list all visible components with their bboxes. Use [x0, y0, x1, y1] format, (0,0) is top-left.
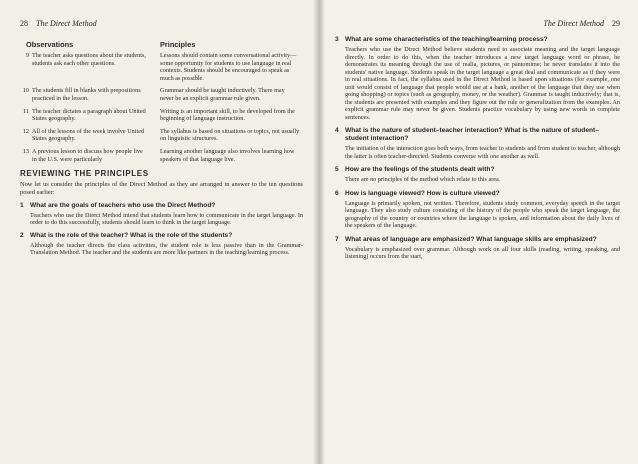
question-item — [335, 166, 620, 184]
answer-text: Vocabulary is emphasized over grammar. Although work on all four skills (reading, writing, speaking, and listening) occurs from the start, — [345, 245, 620, 260]
observation-text: The teacher asks questions about the students, students ask each other questions. — [32, 52, 146, 67]
question-heading — [335, 36, 620, 44]
answer-text: There are no principles of the method which relate to this area. — [345, 176, 501, 183]
table-row — [20, 108, 303, 123]
observation-cell — [20, 128, 154, 143]
question-heading — [335, 127, 620, 143]
principle-cell: Learning another language also involves learning how speakers of that language live. — [160, 147, 295, 163]
right-running-head — [335, 18, 620, 30]
question-number: 7 — [335, 235, 339, 243]
row-number: 9 — [25, 52, 29, 59]
table-row — [20, 52, 303, 82]
principle-cell: The syllabus is based on situations or topics, not usually on linguistic structures. — [160, 127, 300, 143]
question-text: What are some characteristics of the teaching/learning process? — [345, 36, 548, 43]
observation-text: The students fill in blanks with prepositions practiced in the lesson. — [32, 87, 141, 102]
running-title: The Direct Method — [543, 19, 604, 28]
question-number: 6 — [335, 189, 339, 197]
observation-text: The teacher dictates a paragraph about United States geography. — [32, 107, 146, 123]
principle-cell: Grammar should be taught inductively. There may never be an explicit grammar rule given. — [160, 87, 285, 102]
question-text: What areas of language are emphasized? What language skills are emphasized? — [345, 235, 597, 243]
question-item — [20, 202, 303, 227]
principles-table — [20, 52, 303, 163]
question-number: 4 — [335, 127, 339, 134]
observation-text: All of the lessons of the week involve United States geography. — [32, 127, 145, 143]
question-item — [335, 36, 620, 121]
question-number: 5 — [335, 166, 339, 173]
question-item — [20, 232, 303, 257]
question-heading — [20, 202, 303, 210]
question-list — [20, 202, 303, 257]
observation-text: A previous lesson to discuss how people live in the U.S. were particularly — [32, 147, 143, 163]
table-row — [20, 148, 303, 163]
answer-text: Teachers who use the Direct Method believe students need to associate meaning and the target language directly. In order to do this, when the teacher introduces a new target language word or phrase, he demonstrates its meaning through the use of realia, pictures, or pantomime; he never translates it into the students' native language. Students speak in the target language a great deal and communicate as if they were in real situations. In fact, the syllabus used in the Direct Method is based upon situations (for example, one unit would consist of language that people would use at a bank, another of the language that they use when going shopping) or topics (such as geography, money, or the weather). Grammar is taught inductively; that is, the students are presented with examples and they figure out the rule or generalization from the examples. An explicit grammar rule may never be given. Students practice vocabulary by using new words in complete sentences. — [345, 46, 620, 121]
principle-cell: Writing is an important skill, to be developed from the beginning of language instruction. — [160, 107, 295, 123]
question-text: How are the feelings of the students dealt with? — [345, 166, 495, 173]
question-text: How is language viewed? How is culture viewed? — [345, 189, 500, 197]
observation-cell — [20, 108, 154, 123]
answer-text: Although the teacher directs the class activities, the student role is less passive than in the Grammar-Translation Method. The teacher and the students are more like partners in the teaching/learning process. — [30, 241, 303, 257]
observations-heading: Observations — [26, 40, 74, 49]
principles-table-header — [20, 40, 303, 49]
question-item — [335, 127, 620, 160]
running-title: The Direct Method — [36, 19, 97, 28]
question-number: 3 — [335, 36, 339, 43]
row-number: 12 — [22, 127, 29, 135]
answer-text: Teachers who use the Direct Method intend that students learn how to communicate in the target language. In order to do this successfully, students should learn to think in the target language. — [30, 211, 303, 227]
question-item — [335, 236, 620, 261]
row-number: 13 — [22, 147, 29, 155]
question-text: What is the nature of student–teacher interaction? What is the nature of student–student interaction? — [345, 127, 599, 142]
row-number: 11 — [23, 107, 29, 115]
question-heading — [335, 190, 620, 198]
question-number: 1 — [20, 201, 24, 209]
question-heading — [20, 232, 303, 240]
question-number: 2 — [20, 231, 24, 239]
question-text: What are the goals of teachers who use the Direct Method? — [30, 201, 216, 209]
observation-cell — [20, 52, 154, 82]
question-heading — [335, 236, 620, 244]
row-number: 10 — [22, 87, 29, 95]
page-number: 28 — [20, 19, 28, 28]
question-list — [335, 36, 620, 261]
question-text: What is the role of the teacher? What is the role of the students? — [30, 231, 233, 239]
principle-cell: Lessons should contain some conversational activity—some opportunity for students to use language in real contexts. Students should be encouraged to speak as much as possible. — [160, 52, 297, 82]
question-item — [335, 190, 620, 230]
table-row — [20, 128, 303, 143]
answer-text: Language is primarily spoken, not written. Therefore, students study common, everyday speech in the target language. They also study culture consisting of the history of the people who speak the target language, the geography of the country or countries where the language is spoken, and information about the daily lives of the speakers of the language. — [345, 199, 620, 229]
answer-text: The initiation of the interaction goes both ways, from teacher to students and from student to teacher, although the latter is often teacher-directed. Students converse with one another as well. — [345, 145, 620, 160]
question-heading — [335, 166, 620, 174]
observation-cell — [20, 87, 154, 102]
section-intro: Now let us consider the principles of the Direct Method as they are arranged in answer to the ten questions posed earlier: — [20, 181, 303, 196]
left-running-head — [20, 18, 303, 30]
principles-heading: Principles — [160, 40, 196, 49]
table-row — [20, 87, 303, 102]
page-number: 29 — [612, 19, 620, 28]
observation-cell — [20, 148, 154, 163]
section-heading: REVIEWING THE PRINCIPLES — [20, 169, 149, 179]
right-page — [319, 0, 638, 464]
